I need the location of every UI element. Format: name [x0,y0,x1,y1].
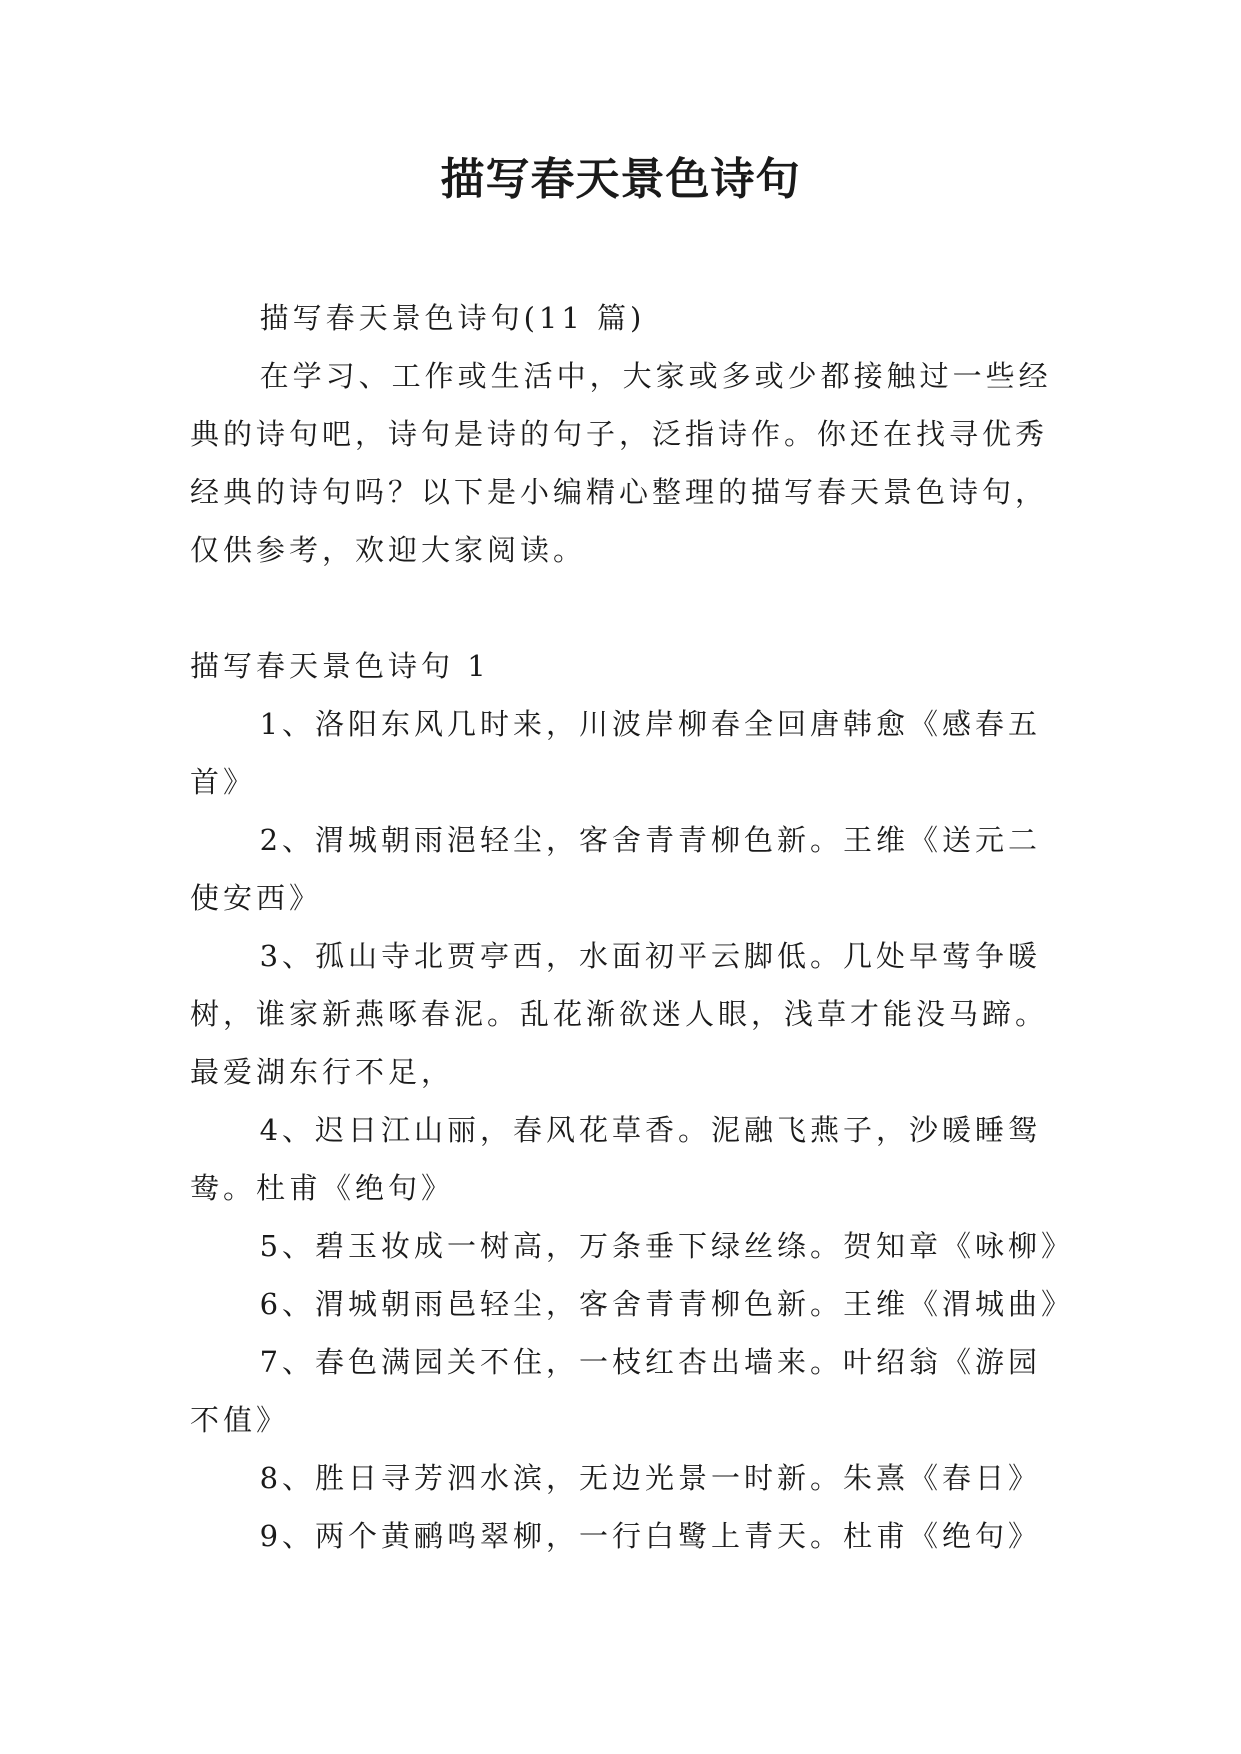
document-subtitle: 描写春天景色诗句(11 篇) [259,301,646,335]
poem-line-4: 4、迟日江山丽，春风花草香。泥融飞燕子，沙暖睡鸳鸯。杜甫《绝句》 [190,1113,1042,1205]
paragraph-spacer [190,579,1070,637]
document-title: 描写春天景色诗句 [440,154,801,205]
document-body [190,289,1075,1565]
section-heading: 描写春天景色诗句 1 [190,649,490,683]
poem-line-8: 8、胜日寻芳泗水滨，无边光景一时新。朱熹《春日》 [259,1461,1042,1495]
poem-line-6: 6、渭城朝雨邑轻尘，客舍青青柳色新。王维《渭城曲》 [259,1287,1075,1321]
intro-paragraph: 在学习、工作或生活中，大家或多或少都接触过一些经典的诗句吧，诗句是诗的句子，泛指诗作。你还在找寻优秀经典的诗句吗？以下是小编精心整理的描写春天景色诗句，仅供参考，欢迎大家阅读。 [190,359,1052,567]
poem-line-2: 2、渭城朝雨浥轻尘，客舍青青柳色新。王维《送元二使安西》 [190,823,1042,915]
poem-line-7: 7、春色满园关不住，一枝红杏出墙来。叶绍翁《游园不值》 [190,1345,1042,1437]
poem-line-9: 9、两个黄鹂鸣翠柳，一行白鹭上青天。杜甫《绝句》 [259,1519,1042,1553]
poem-line-5: 5、碧玉妆成一树高，万条垂下绿丝绦。贺知章《咏柳》 [259,1229,1075,1263]
poem-line-3: 3、孤山寺北贾亭西，水面初平云脚低。几处早莺争暖树，谁家新燕啄春泥。乱花渐欲迷人眼，浅草才能没马蹄。最爱湖东行不足， [190,939,1049,1089]
poem-line-1: 1、洛阳东风几时来，川波岸柳春全回唐韩愈《感春五首》 [190,707,1042,799]
